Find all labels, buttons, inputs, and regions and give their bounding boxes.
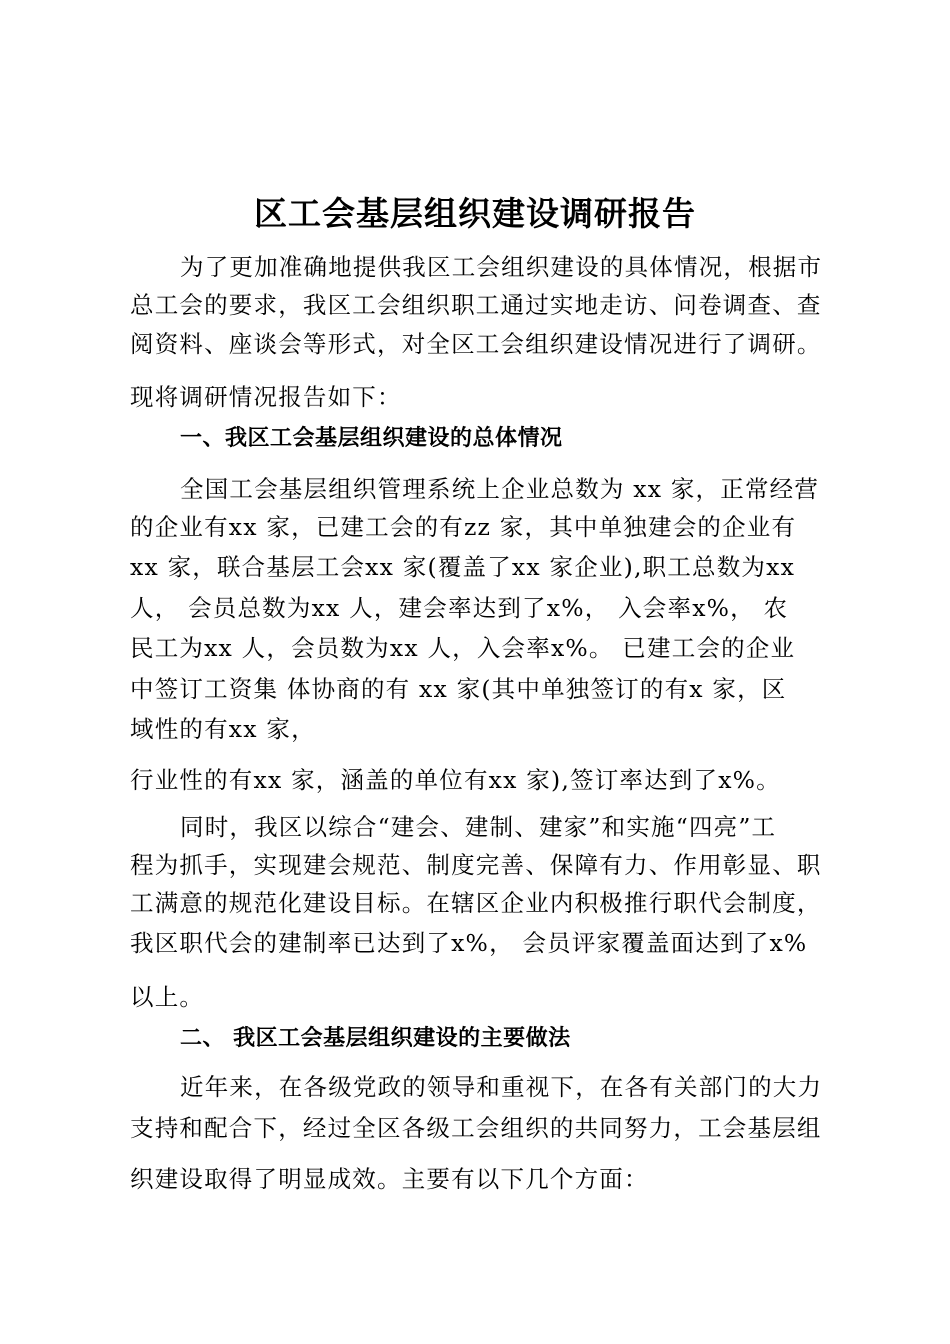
- paragraph-line: 阅资料、座谈会等形式，对全区工会组织建设情况进行了调研。: [130, 330, 822, 358]
- paragraph-line: 域性的有xx 家，: [130, 715, 316, 743]
- paragraph-line: 为了更加准确地提供我区工会组织建设的具体情况，根据市: [180, 253, 823, 281]
- paragraph-line: xx 家，联合基层工会xx 家(覆盖了xx 家企业),职工总数为xx: [130, 553, 796, 581]
- paragraph-line: 现将调研情况报告如下：: [130, 383, 402, 411]
- section-heading-2: 二、 我区工会基层组织建设的主要做法: [180, 1026, 571, 1051]
- document-title: 区工会基层组织建设调研报告: [254, 194, 696, 233]
- paragraph-line: 总工会的要求，我区工会组织职工通过实地走访、问卷调查、查: [130, 291, 822, 319]
- paragraph-line: 我区职代会的建制率已达到了x%， 会员评家覆盖面达到了x%: [130, 929, 808, 957]
- paragraph-line: 民工为xx 人，会员数为xx 人，入会率x%。 已建工会的企业: [130, 634, 796, 662]
- paragraph-line: 行业性的有xx 家，涵盖的单位有xx 家),签订率达到了x%。: [130, 766, 781, 794]
- paragraph-line: 近年来，在各级党政的领导和重视下，在各有关部门的大力: [180, 1073, 823, 1101]
- paragraph-line: 以上。: [130, 983, 205, 1011]
- paragraph-line: 织建设取得了明显成效。主要有以下几个方面：: [130, 1165, 649, 1193]
- paragraph-line: 支持和配合下，经过全区各级工会组织的共同努力，工会基层组: [130, 1114, 822, 1142]
- paragraph-line: 人， 会员总数为xx 人，建会率达到了x%， 入会率x%， 农: [130, 594, 789, 622]
- section-heading-1: 一、我区工会基层组织建设的总体情况: [180, 426, 563, 451]
- paragraph-line: 全国工会基层组织管理系统上企业总数为 xx 家，正常经营: [180, 475, 820, 503]
- paragraph-line: 程为抓手，实现建会规范、制度完善、保障有力、作用彰显、职: [130, 851, 822, 879]
- paragraph-line: 工满意的规范化建设目标。在辖区企业内积极推行职代会制度，: [130, 889, 822, 917]
- paragraph-line: 中签订工资集 体协商的有 xx 家(其中单独签订的有x 家，区: [130, 675, 787, 703]
- paragraph-line: 同时，我区以综合“建会、建制、建家”和实施“四亮”工: [180, 813, 777, 841]
- paragraph-line: 的企业有xx 家，已建工会的有zz 家，其中单独建会的企业有: [130, 513, 797, 541]
